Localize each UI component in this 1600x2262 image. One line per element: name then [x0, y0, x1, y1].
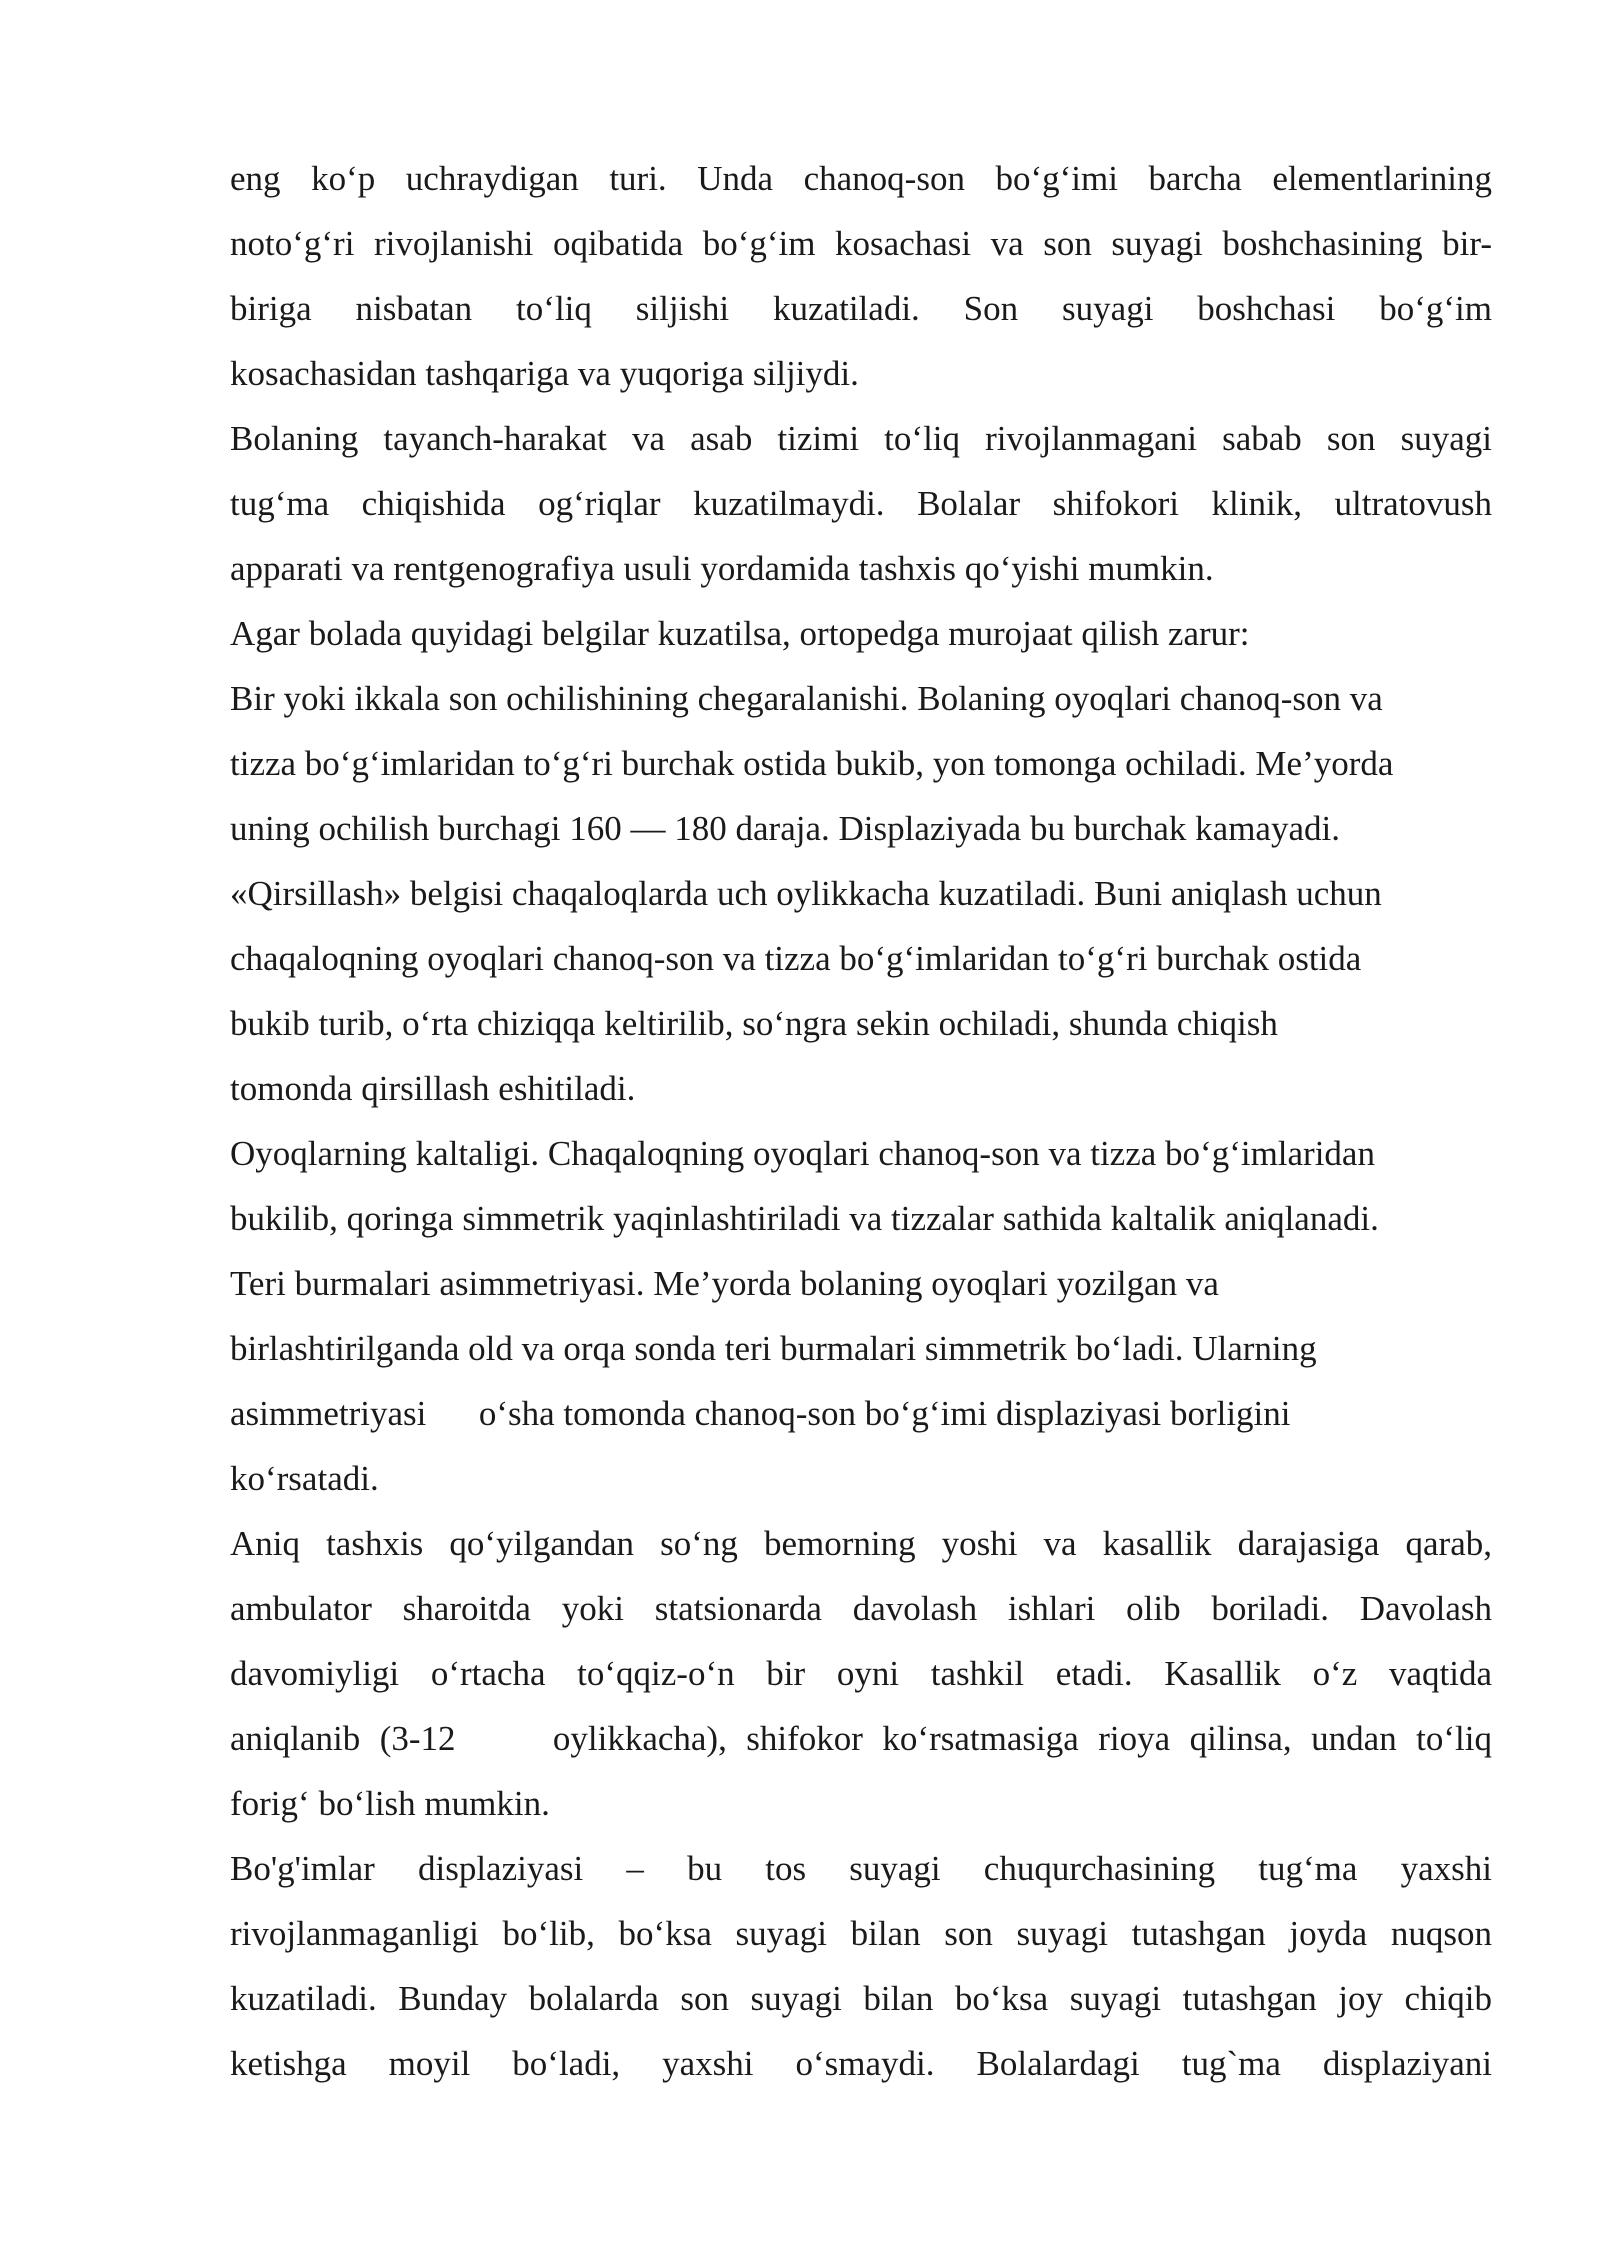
text-line: tizza bo‘g‘imlaridan to‘g‘ri burchak ostida bukib, yon tomonga ochiladi. Me’yorda — [230, 744, 1394, 783]
text-line: noto‘g‘ri rivojlanishi oqibatida bo‘g‘im kosachasi va son suyagi boshchasining bir- — [230, 224, 1492, 263]
paragraph-4 — [230, 666, 1492, 861]
text-line: Oyoqlarning kaltaligi. Chaqaloqning oyoqlari chanoq-son va tizza bo‘g‘imlaridan — [230, 1134, 1375, 1173]
text-line: biriga nisbatan to‘liq siljishi kuzatiladi. Son suyagi boshchasi bo‘g‘im — [230, 289, 1492, 328]
text-line: ambulator sharoitda yoki statsionarda davolash ishlari olib boriladi. Davolash — [230, 1589, 1492, 1628]
text-line: rivojlanmaganligi bo‘lib, bo‘ksa suyagi bilan son suyagi tutashgan joyda nuqson — [230, 1914, 1492, 1953]
text-line: asimmetriyasi o‘sha tomonda chanoq-son bo‘g‘imi displaziyasi borligini — [230, 1394, 1291, 1433]
text-line: tomonda qirsillash eshitiladi. — [230, 1069, 636, 1108]
text-line: Bolaning tayanch-harakat va asab tizimi to‘liq rivojlanmagani sabab son suyagi — [230, 419, 1492, 458]
text-line: Agar bolada quyidagi belgilar kuzatilsa, ortopedga murojaat qilish zarur: — [230, 614, 1250, 653]
text-line: Aniq tashxis qo‘yilgandan so‘ng bemorning yoshi va kasallik darajasiga qarab, — [230, 1524, 1492, 1563]
text-line: ketishga moyil bo‘ladi, yaxshi o‘smaydi. Bolalardagi tug`ma displaziyani — [230, 2044, 1492, 2083]
paragraph-7 — [230, 1251, 1492, 1511]
paragraph-1 — [230, 146, 1492, 406]
paragraph-2 — [230, 406, 1492, 601]
body-text — [230, 146, 1492, 2096]
text-line: bukib turib, o‘rta chiziqqa keltirilib, so‘ngra sekin ochiladi, shunda chiqish — [230, 1004, 1278, 1043]
text-line: bukilib, qoringa simmetrik yaqinlashtiriladi va tizzalar sathida kaltalik aniqlanadi. — [230, 1199, 1379, 1238]
text-line: chaqaloqning oyoqlari chanoq-son va tizza bo‘g‘imlaridan to‘g‘ri burchak ostida — [230, 939, 1362, 978]
text-line: tug‘ma chiqishida og‘riqlar kuzatilmaydi. Bolalar shifokori klinik, ultratovush — [230, 484, 1492, 523]
text-line: uning ochilish burchagi 160 — 180 daraja. Displaziyada bu burchak kamayadi. — [230, 809, 1340, 848]
text-line: Teri burmalari asimmetriyasi. Me’yorda bolaning oyoqlari yozilgan va — [230, 1264, 1219, 1303]
text-line: davomiyligi o‘rtacha to‘qqiz-o‘n bir oyni tashkil etadi. Kasallik o‘z vaqtida — [230, 1654, 1492, 1693]
text-line: aniqlanib (3-12 oylikkacha), shifokor ko‘rsatmasiga rioya qilinsa, undan to‘liq — [230, 1719, 1492, 1758]
text-line: kosachasidan tashqariga va yuqoriga siljiydi. — [230, 354, 859, 393]
text-line: kuzatiladi. Bunday bolalarda son suyagi bilan bo‘ksa suyagi tutashgan joy chiqib — [230, 1979, 1492, 2018]
text-line: ko‘rsatadi. — [230, 1459, 379, 1498]
paragraph-6 — [230, 1121, 1492, 1251]
text-line: apparati va rentgenografiya usuli yordamida tashxis qo‘yishi mumkin. — [230, 549, 1214, 588]
text-line: eng ko‘p uchraydigan turi. Unda chanoq-son bo‘g‘imi barcha elementlarining — [230, 159, 1492, 198]
paragraph-8 — [230, 1511, 1492, 1836]
text-line: forig‘ bo‘lish mumkin. — [230, 1784, 550, 1823]
text-line: Bo'g'imlar displaziyasi – bu tos suyagi chuqurchasining tug‘ma yaxshi — [230, 1849, 1492, 1888]
text-line: Bir yoki ikkala son ochilishining chegaralanishi. Bolaning oyoqlari chanoq-son va — [230, 679, 1383, 718]
paragraph-3 — [230, 601, 1492, 666]
paragraph-9 — [230, 1836, 1492, 2096]
text-line: birlashtirilganda old va orqa sonda teri burmalari simmetrik bo‘ladi. Ularning — [230, 1329, 1317, 1368]
text-line: «Qirsillash» belgisi chaqaloqlarda uch oylikkacha kuzatiladi. Buni aniqlash uchun — [230, 874, 1382, 913]
paragraph-5 — [230, 861, 1492, 1121]
